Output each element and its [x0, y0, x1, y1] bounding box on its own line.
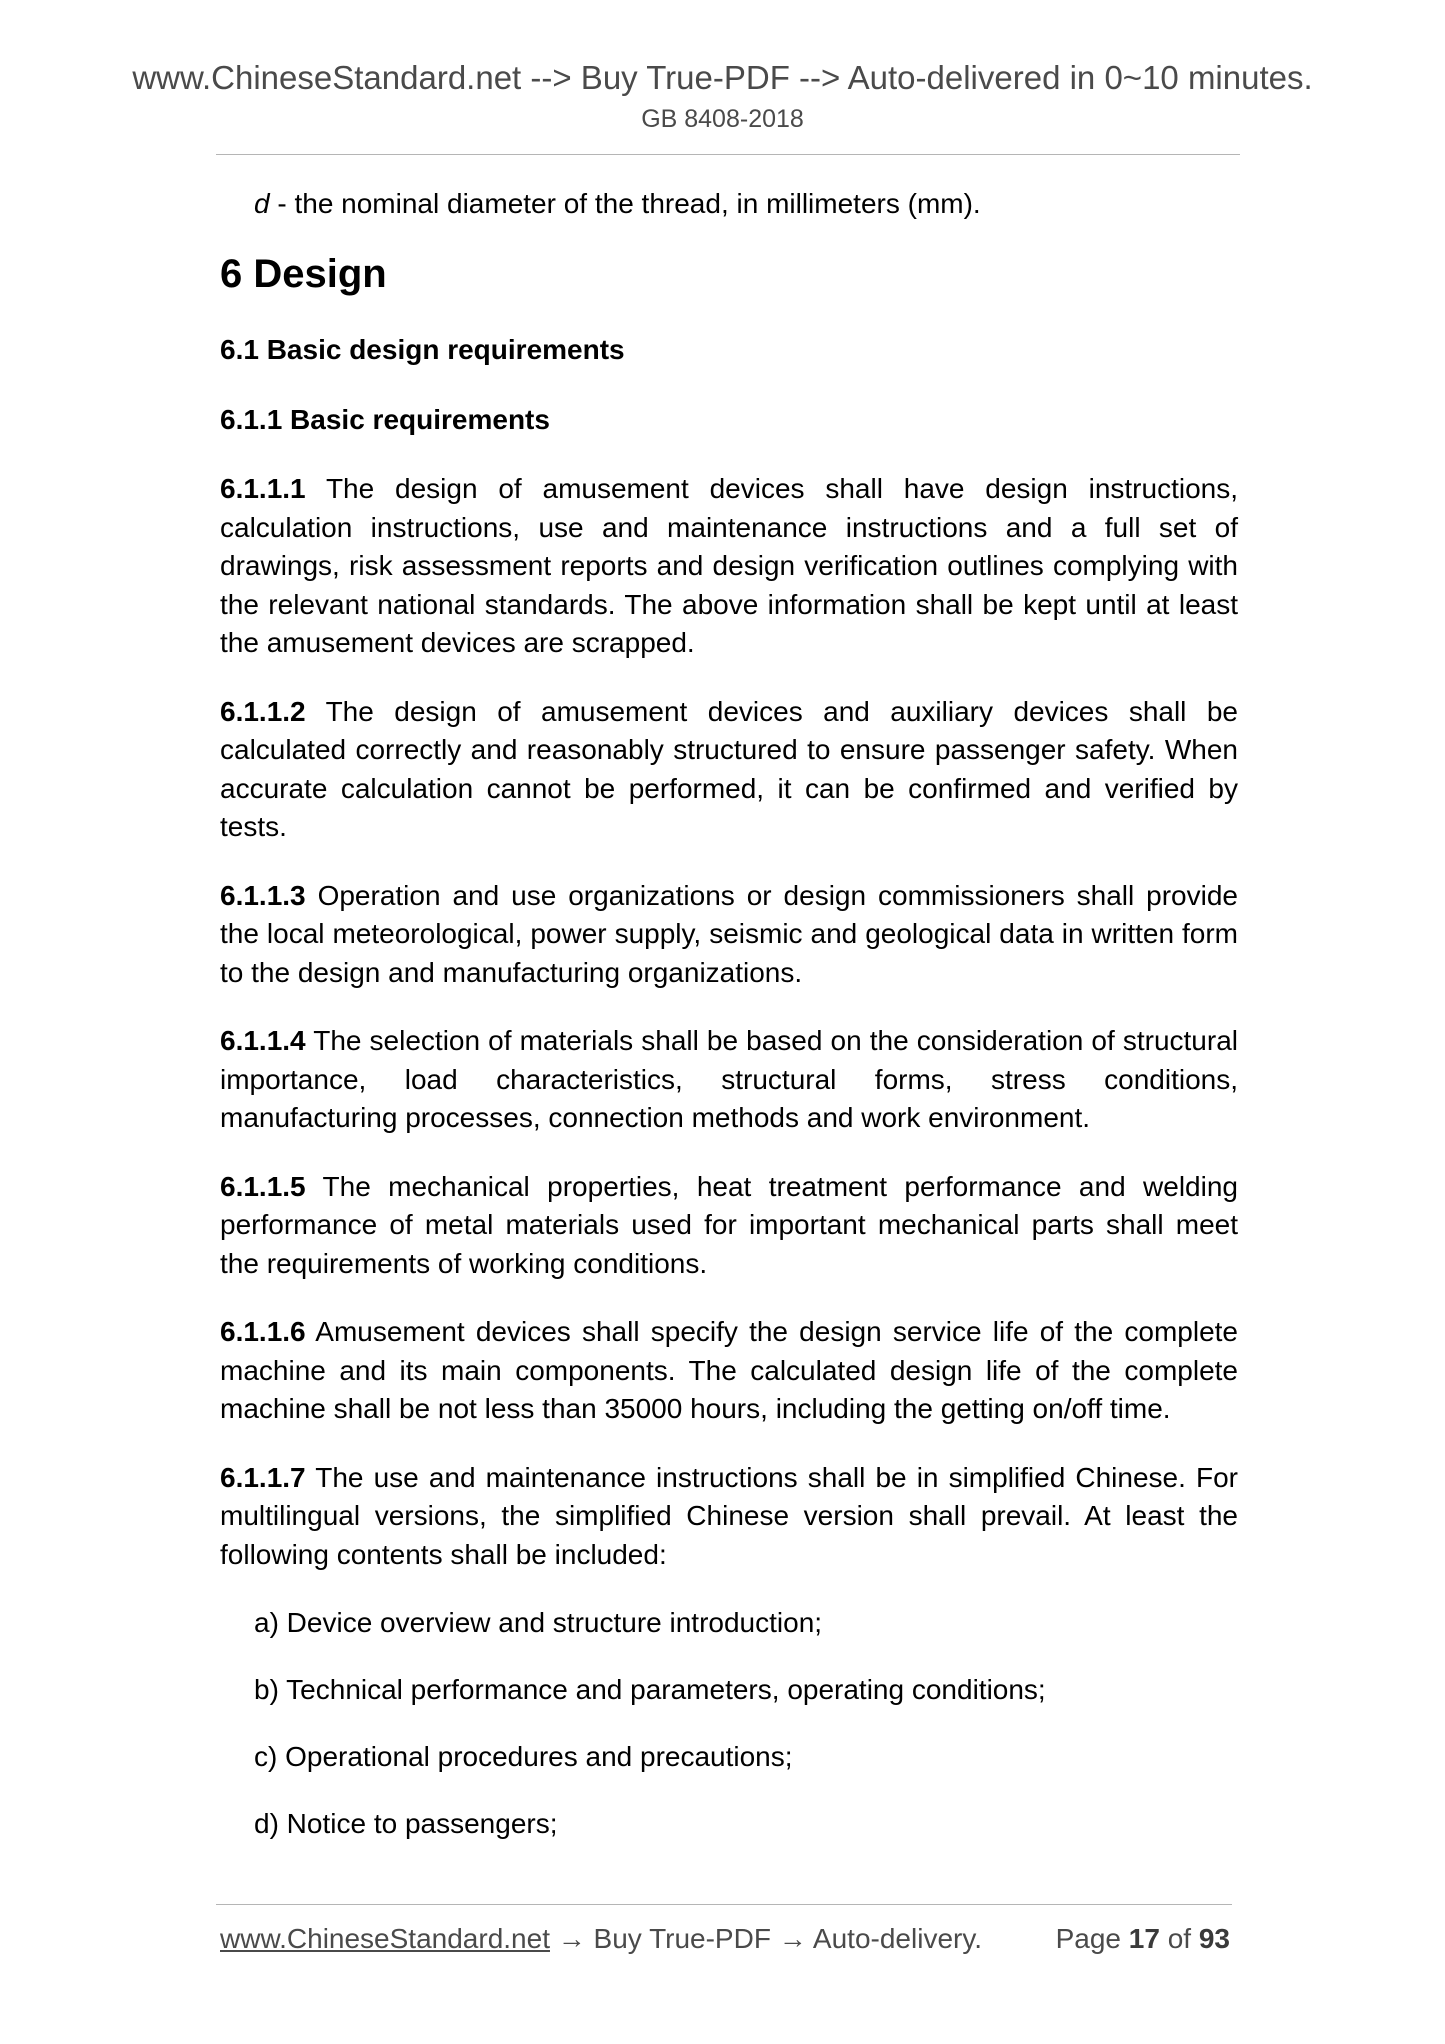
header-banner: www.ChineseStandard.net --> Buy True-PDF --> Auto-delivered in 0~10 minutes. [132, 59, 1313, 96]
clause-paragraph [220, 1022, 1238, 1138]
formula-symbol: d [254, 188, 270, 219]
clause-number: 6.1.1.1 [220, 473, 306, 504]
of-word: of [1167, 1923, 1192, 1954]
clause-number: 6.1.1.2 [220, 695, 306, 727]
formula-description: - the nominal diameter of the thread, in millimeters (mm). [269, 188, 981, 219]
subsection-title: 6.1 Basic design requirements [220, 334, 625, 365]
clause-text: The mechanical properties, heat treatment performance and welding performance of metal materials used for important mechanical parts shall meet the requirements of working conditions. [220, 1170, 1238, 1279]
footer [220, 1922, 1230, 1956]
standard-code: GB 8408-2018 [641, 105, 804, 133]
footer-tagline: → Buy True-PDF → Auto-delivery. [549, 1923, 983, 1954]
list-item: a) Device overview and structure introduction; [254, 1607, 823, 1638]
header-divider [216, 154, 1240, 155]
page-word: Page [1055, 1923, 1121, 1954]
list-item: b) Technical performance and parameters, operating conditions; [254, 1674, 1046, 1705]
clause-number: 6.1.1.4 [220, 1025, 306, 1056]
page-indicator [1056, 1922, 1230, 1956]
clause-text: Amusement devices shall specify the design service life of the complete machine and its main components. The calculated design life of the complete machine shall be not less than 35000 hours, including the getting on/off time. [220, 1316, 1238, 1424]
clause-number: 6.1.1.3 [220, 879, 306, 911]
clause-paragraph [220, 470, 1238, 663]
section-title: 6 Design [220, 252, 387, 296]
page-total: 93 [1198, 1923, 1230, 1954]
clause-text: The selection of materials shall be based on the consideration of structural importance, load characteristics, structural forms, stress conditions, manufacturing processes, connection methods and work environment. [220, 1025, 1238, 1133]
formula-variable-note [254, 182, 1238, 226]
list-item: d) Notice to passengers; [254, 1808, 558, 1839]
document-body [220, 182, 1238, 1843]
clause-paragraph [220, 1168, 1238, 1284]
clause-paragraph [220, 1459, 1238, 1575]
page-current: 17 [1128, 1923, 1160, 1954]
footer-divider [216, 1904, 1232, 1905]
clause-text: The design of amusement devices shall have design instructions, calculation instructions, use and maintenance instructions and a full set of drawings, risk assessment reports and design verification outlines complying with the relevant national standards. The above information shall be kept until at least the amusement devices are scrapped. [220, 473, 1238, 658]
clause-number: 6.1.1.5 [220, 1170, 306, 1202]
clause-text: Operation and use organizations or design commissioners shall provide the local meteorological, power supply, seismic and geological data in written form to the design and manufacturing organizations. [220, 879, 1238, 988]
clause-paragraph [220, 877, 1238, 993]
subsubsection-title: 6.1.1 Basic requirements [220, 404, 550, 435]
clause-paragraph [220, 1313, 1238, 1429]
footer-site-link[interactable]: www.ChineseStandard.net [220, 1923, 550, 1954]
clause-number: 6.1.1.6 [220, 1316, 306, 1347]
clause-number: 6.1.1.7 [220, 1461, 306, 1493]
clause-paragraph [220, 693, 1238, 847]
clause-text: The use and maintenance instructions shall be in simplified Chinese. For multilingual versions, the simplified Chinese version shall prevail. At least the following contents shall be included: [220, 1461, 1238, 1570]
clause-text: The design of amusement devices and auxiliary devices shall be calculated correctly and reasonably structured to ensure passenger safety. When accurate calculation cannot be performed, it can be confirmed and verified by tests. [220, 695, 1238, 842]
list-item: c) Operational procedures and precautions; [254, 1741, 793, 1772]
